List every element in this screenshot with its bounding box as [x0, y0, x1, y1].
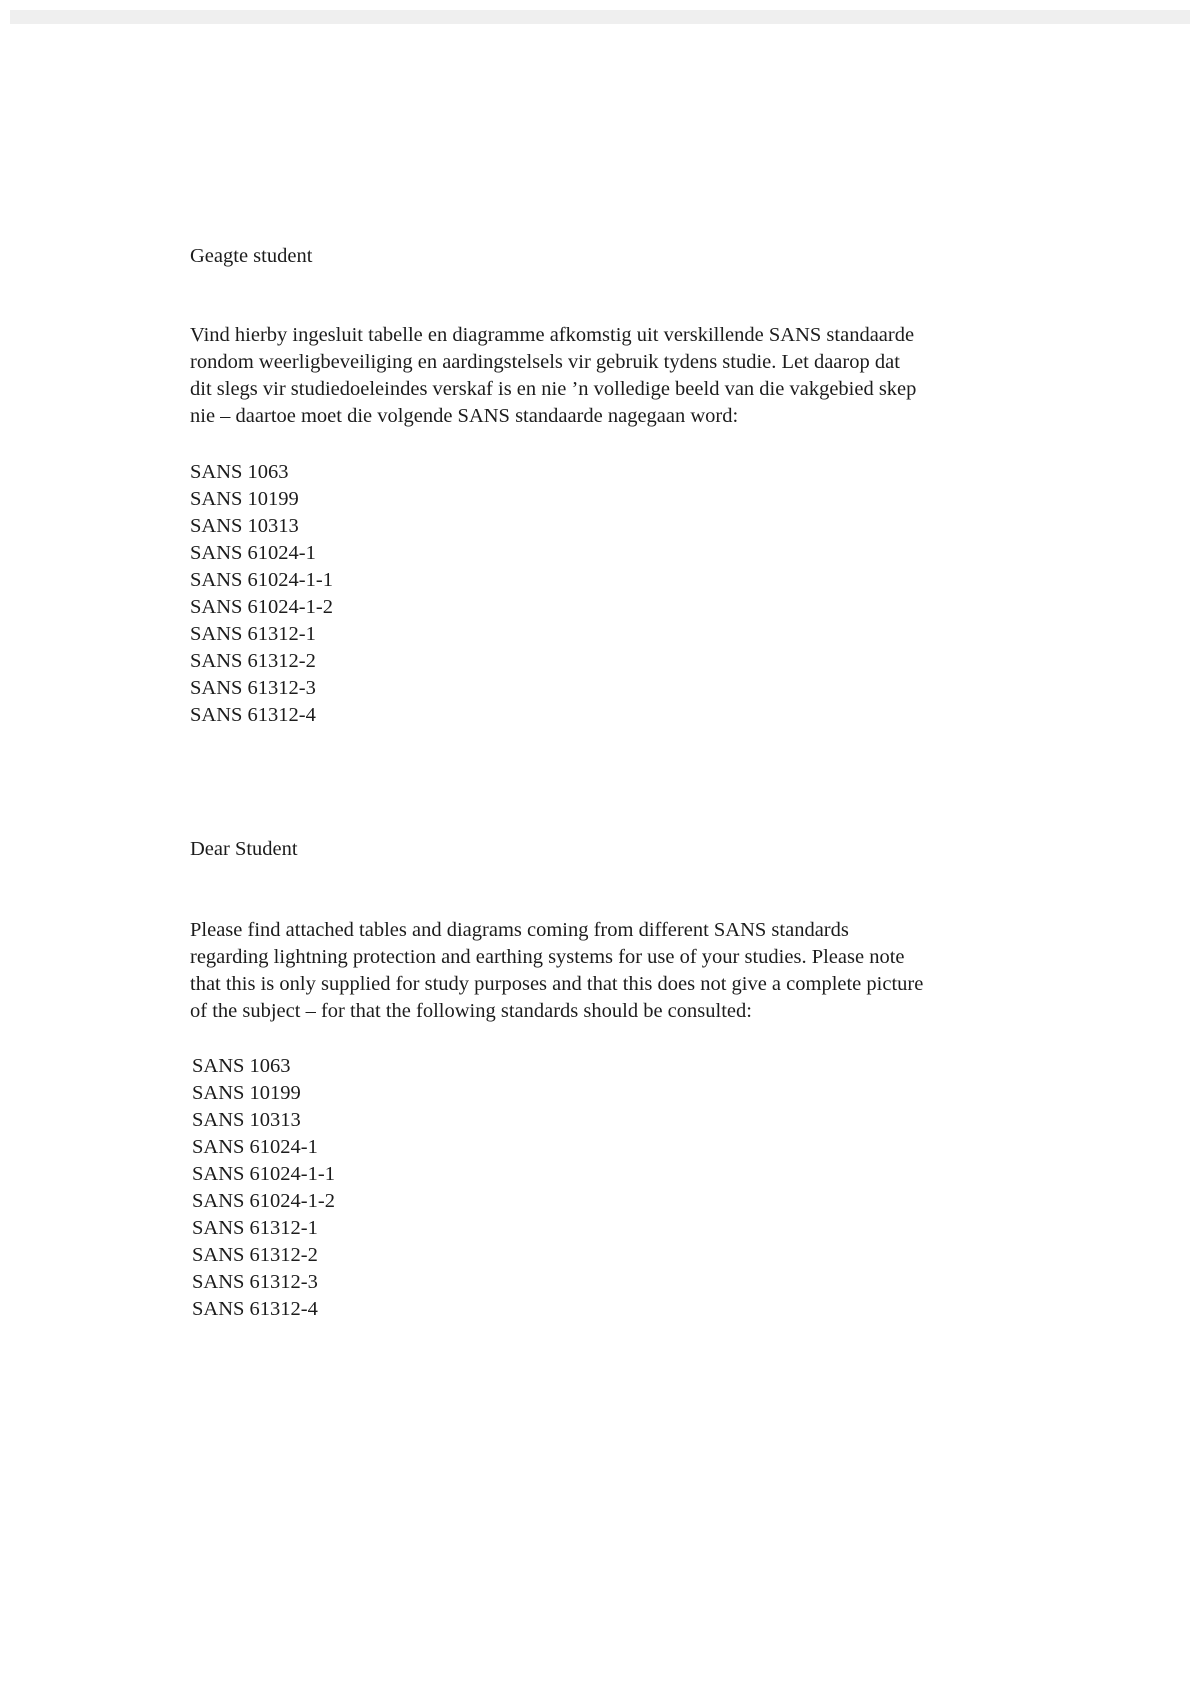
english-standards-list [192, 1053, 1052, 1323]
afrikaans-line: Vind hierby ingesluit tabelle en diagramme afkomstig uit verskillende SANS standaarde [190, 324, 915, 346]
standard-item: SANS 61024-1-2 [190, 596, 333, 618]
standard-item: SANS 61312-4 [192, 1298, 318, 1320]
english-line: of the subject – for that the following standards should be consulted: [190, 1000, 752, 1022]
standard-item: SANS 10313 [192, 1109, 301, 1131]
standard-item: SANS 61312-3 [190, 677, 316, 699]
afrikaans-paragraph [190, 322, 1050, 430]
standard-item: SANS 1063 [190, 461, 289, 483]
standard-item: SANS 61312-4 [190, 704, 316, 726]
standard-item: SANS 61024-1 [190, 542, 316, 564]
standard-item: SANS 10199 [190, 488, 299, 510]
standard-item: SANS 1063 [192, 1055, 291, 1077]
standard-item: SANS 61312-1 [192, 1217, 318, 1239]
afrikaans-greeting: Geagte student [190, 245, 313, 267]
standard-item: SANS 61312-3 [192, 1271, 318, 1293]
standard-item: SANS 61312-2 [192, 1244, 318, 1266]
standard-item: SANS 10313 [190, 515, 299, 537]
standard-item: SANS 61312-2 [190, 650, 316, 672]
english-line: that this is only supplied for study purposes and that this does not give a complete picture [190, 973, 924, 995]
english-greeting: Dear Student [190, 838, 298, 860]
standard-item: SANS 61312-1 [190, 623, 316, 645]
standard-item: SANS 61024-1 [192, 1136, 318, 1158]
standard-item: SANS 61024-1-1 [190, 569, 333, 591]
afrikaans-line: nie – daartoe moet die volgende SANS standaarde nagegaan word: [190, 405, 739, 427]
standard-item: SANS 61024-1-1 [192, 1163, 335, 1185]
afrikaans-line: rondom weerligbeveiliging en aardingstelsels vir gebruik tydens studie. Let daarop dat [190, 351, 900, 373]
english-paragraph [190, 917, 1050, 1025]
afrikaans-line: dit slegs vir studiedoeleindes verskaf is en nie ’n volledige beeld van die vakgebied skep [190, 378, 917, 400]
standard-item: SANS 10199 [192, 1082, 301, 1104]
english-line: regarding lightning protection and earthing systems for use of your studies. Please note [190, 946, 905, 968]
english-line: Please find attached tables and diagrams coming from different SANS standards [190, 919, 849, 941]
afrikaans-standards-list [190, 459, 1050, 729]
standard-item: SANS 61024-1-2 [192, 1190, 335, 1212]
